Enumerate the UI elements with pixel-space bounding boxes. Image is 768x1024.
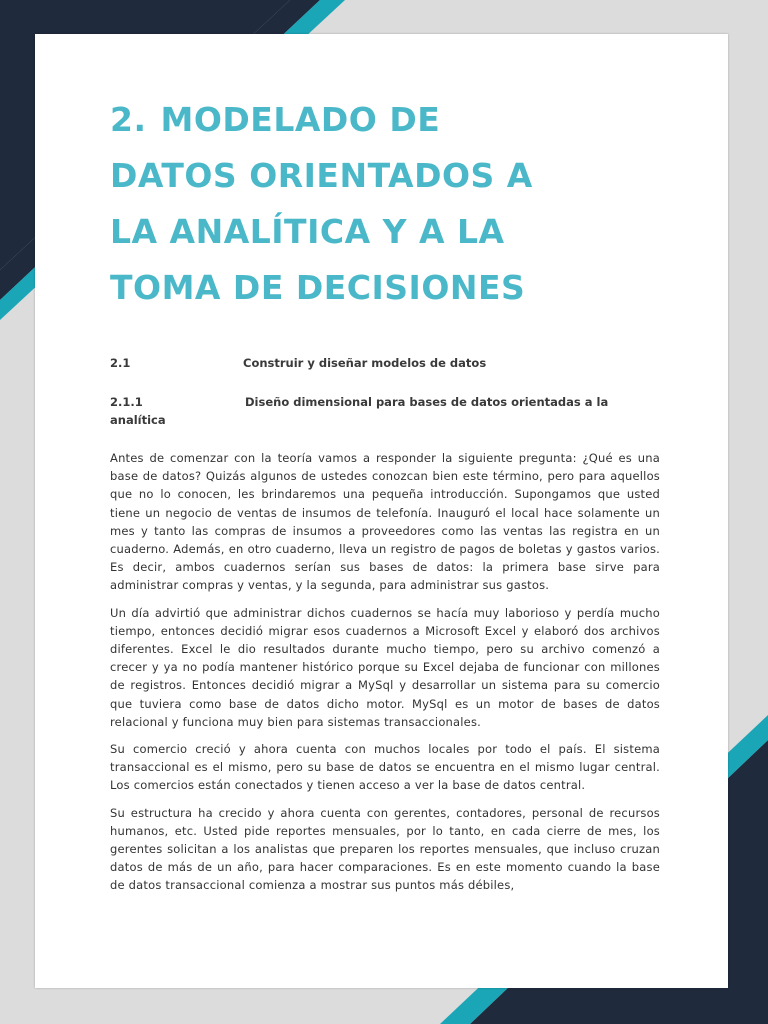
section-title: Construir y diseñar modelos de datos bbox=[243, 356, 487, 370]
chapter-title-line: LA ANALÍTICA Y A LA bbox=[110, 212, 505, 251]
paragraph: Su comercio creció y ahora cuenta con muchos locales por todo el país. El sistema transaccional es el mismo, pero su base de datos se encuentra en el mismo lugar central. Los comercios están conectados y tienen acceso a ver la base de datos central. bbox=[110, 742, 660, 793]
body-text bbox=[110, 449, 660, 895]
section-number: 2.1.1 bbox=[110, 395, 143, 409]
chapter-title-line: TOMA DE DECISIONES bbox=[110, 268, 526, 307]
chapter-title-line: DATOS ORIENTADOS A bbox=[110, 156, 533, 195]
section-heading-2-1 bbox=[110, 354, 660, 372]
section-heading-2-1-1 bbox=[110, 393, 660, 429]
section-title: Diseño dimensional para bases de datos orientadas a la bbox=[245, 395, 609, 409]
page-content bbox=[110, 92, 660, 904]
chapter-number: 2. bbox=[110, 100, 147, 139]
paragraph: Su estructura ha crecido y ahora cuenta con gerentes, contadores, personal de recursos humanos, etc. Usted pide reportes mensuales, por lo tanto, en cada cierre de mes, los gerentes solicitan a los analistas que preparen los reportes mensuales, que incluso cruzan datos de más de un año, para hacer comparaciones. Es en este momento cuando la base de datos transaccional comienza a mostrar sus puntos más débiles, bbox=[110, 805, 660, 893]
paragraph: Un día advirtió que administrar dichos cuadernos se hacía muy laborioso y perdía mucho tiempo, entonces decidió migrar esos cuadernos a Microsoft Excel y elaboró dos archivos diferentes. Excel le dio resultados durante mucho tiempo, pero su archivo comenzó a crecer y ya no podía mantener histórico porque su Excel dejaba de funcionar con millones de registros. Entonces decidió migrar a MySql y desarrollar un sistema para su comercio que tuviera como base de datos dicho motor. MySql es un motor de bases de datos relacional y funciona muy bien para sistemas transaccionales. bbox=[110, 605, 660, 729]
section-number: 2.1 bbox=[110, 356, 131, 370]
chapter-title bbox=[110, 92, 660, 316]
document-page bbox=[35, 34, 728, 988]
section-title-continuation: analítica bbox=[110, 413, 166, 427]
chapter-title-line: MODELADO DE bbox=[160, 100, 441, 139]
paragraph: Antes de comenzar con la teoría vamos a responder la siguiente pregunta: ¿Qué es una base de datos? Quizás algunos de ustedes conozcan bien este término, pero para aquellos que no lo conocen, les brindaremos una pequeña introducción. Supongamos que usted tiene un negocio de ventas de insumos de telefonía. Inauguró el local hace solamente un mes y tanto las compras de insumos a proveedores como las ventas las registra en un cuaderno. Además, en otro cuaderno, lleva un registro de pagos de boletas y gastos varios. Es decir, ambos cuadernos serían sus bases de datos: la primera base sirve para administrar compras y ventas, y la segunda, para administrar sus gastos. bbox=[110, 451, 660, 593]
